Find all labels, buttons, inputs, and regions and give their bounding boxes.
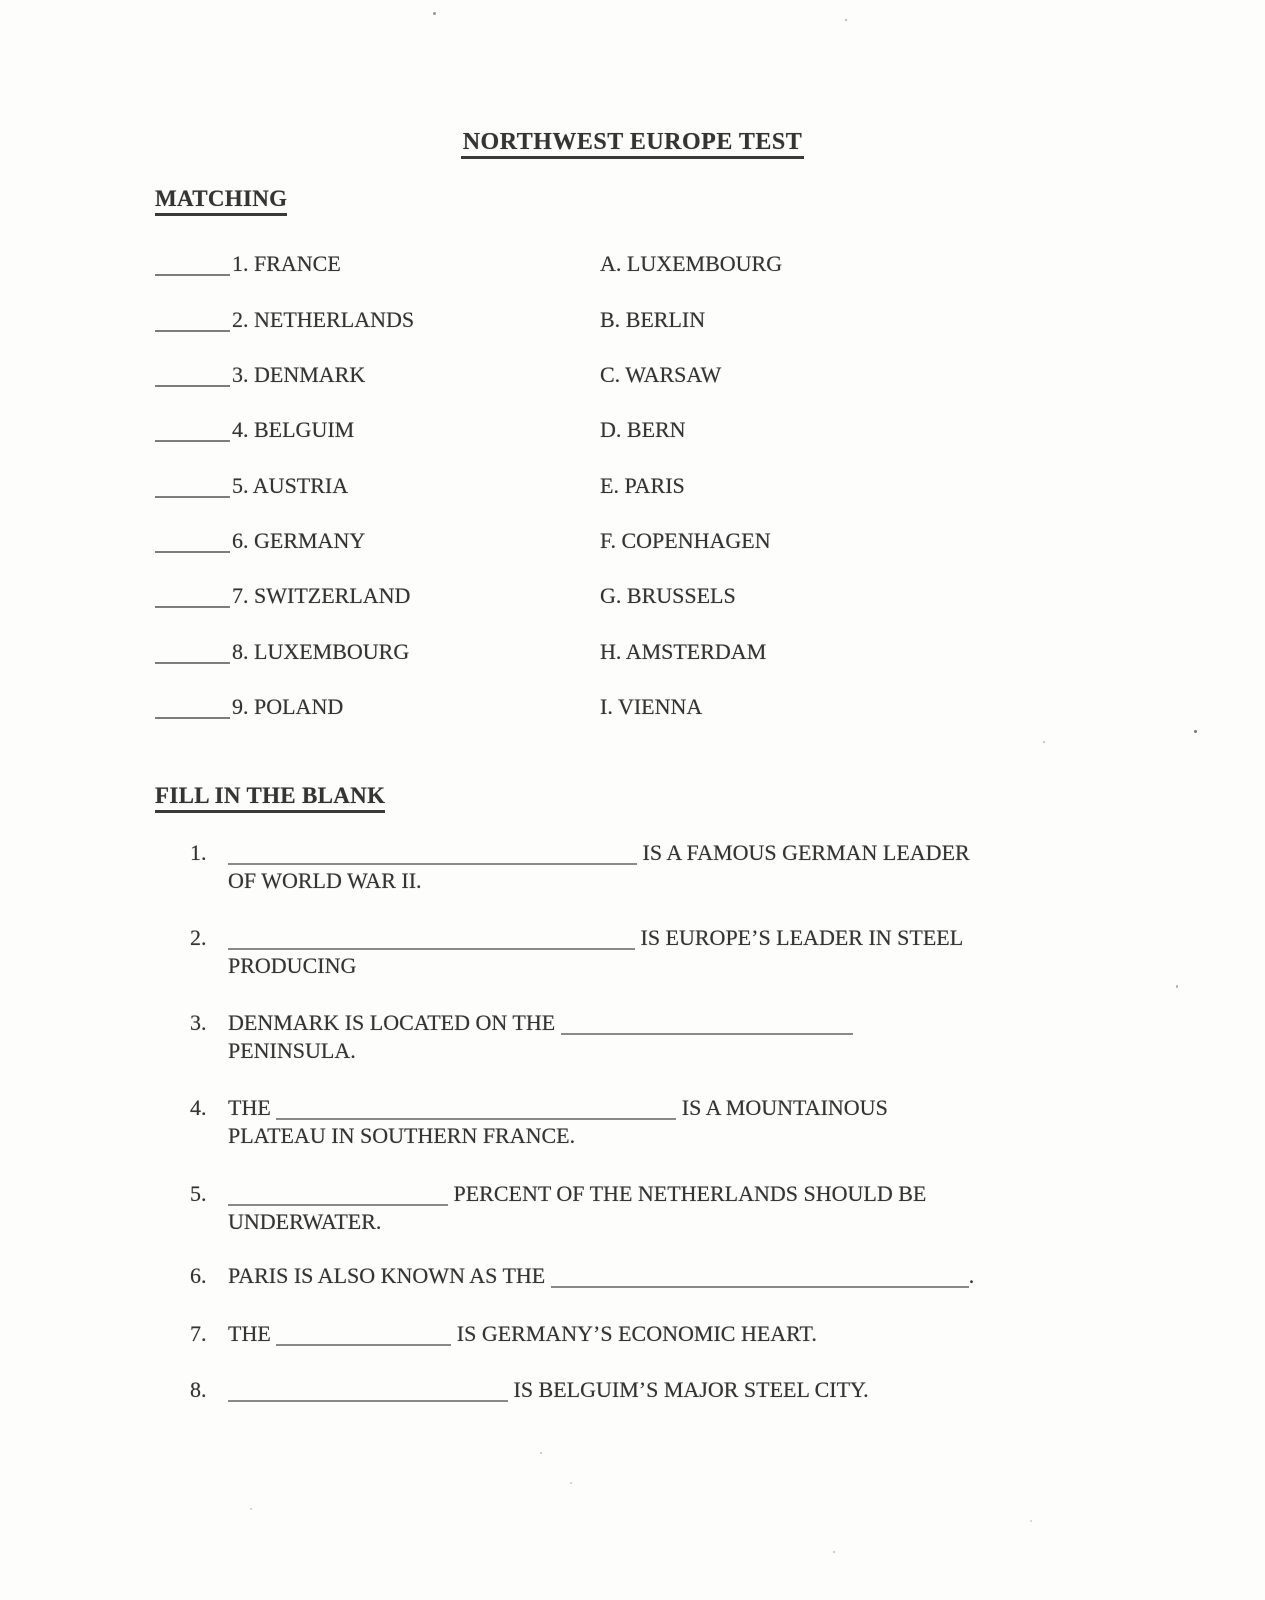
country-label: DENMARK — [254, 362, 366, 387]
letter-label: H. — [600, 639, 622, 664]
scan-speck — [433, 12, 436, 15]
city-label: PARIS — [624, 473, 685, 498]
country-label: FRANCE — [254, 251, 341, 276]
question-row — [190, 1263, 1230, 1289]
question-number: 3. — [190, 1010, 207, 1035]
answer-blank[interactable] — [155, 329, 230, 332]
matching-row — [155, 473, 1155, 499]
match-number: 8. — [232, 639, 249, 664]
city-label: WARSAW — [625, 362, 722, 387]
country-label: GERMANY — [254, 528, 366, 553]
scan-speck — [1176, 985, 1178, 988]
question-row — [190, 840, 1230, 866]
answer-blank[interactable] — [155, 273, 230, 276]
letter-label: F. — [600, 528, 616, 553]
page-title: NORTHWEST EUROPE TEST — [0, 129, 1265, 156]
letter-label: B. — [600, 307, 621, 332]
question-number: 4. — [190, 1095, 207, 1120]
question-text-line2: PLATEAU IN SOUTHERN FRANCE. — [228, 1123, 576, 1148]
question-text: THE — [228, 1095, 271, 1120]
scan-speck — [1194, 730, 1197, 733]
answer-blank[interactable] — [551, 1285, 969, 1288]
question-text-line2: PRODUCING — [228, 953, 357, 978]
question-text: THE — [228, 1321, 271, 1346]
letter-label: G. — [600, 583, 622, 608]
question-text: IS A MOUNTAINOUS — [681, 1095, 888, 1120]
matching-row — [155, 417, 1155, 443]
question-text: IS GERMANY’S ECONOMIC HEART. — [456, 1321, 817, 1346]
question-text: DENMARK IS LOCATED ON THE — [228, 1010, 556, 1035]
question-text: IS EUROPE’S LEADER IN STEEL — [640, 925, 964, 950]
match-number: 6. — [232, 528, 249, 553]
matching-row — [155, 639, 1155, 665]
question-row — [190, 1377, 1230, 1403]
country-label: BELGUIM — [254, 417, 355, 442]
answer-blank[interactable] — [155, 439, 230, 442]
answer-blank[interactable] — [155, 550, 230, 553]
country-label: SWITZERLAND — [254, 583, 411, 608]
answer-blank[interactable] — [228, 947, 635, 950]
letter-label: C. — [600, 362, 621, 387]
question-text: PARIS IS ALSO KNOWN AS THE — [228, 1263, 546, 1288]
question-text: IS A FAMOUS GERMAN LEADER — [642, 840, 970, 865]
matching-row — [155, 528, 1155, 554]
answer-blank[interactable] — [276, 1117, 676, 1120]
question-number: 1. — [190, 840, 207, 865]
question-number: 7. — [190, 1321, 207, 1346]
country-label: LUXEMBOURG — [254, 639, 410, 664]
letter-label: D. — [600, 417, 622, 442]
matching-row — [155, 251, 1155, 277]
question-text: PERCENT OF THE NETHERLANDS SHOULD BE — [453, 1181, 927, 1206]
match-number: 1. — [232, 251, 249, 276]
question-number: 2. — [190, 925, 207, 950]
scan-speck — [540, 1452, 542, 1454]
answer-blank[interactable] — [155, 716, 230, 719]
country-label: AUSTRIA — [252, 473, 349, 498]
question-text-line2: PENINSULA. — [228, 1038, 356, 1063]
answer-blank[interactable] — [155, 661, 230, 664]
question-row — [190, 1181, 1230, 1207]
match-number: 4. — [232, 417, 249, 442]
country-label: NETHERLANDS — [254, 307, 415, 332]
city-label: BERLIN — [625, 307, 706, 332]
country-label: POLAND — [254, 694, 344, 719]
question-text-line2: UNDERWATER. — [228, 1209, 382, 1234]
answer-blank[interactable] — [561, 1032, 853, 1035]
answer-blank[interactable] — [228, 862, 637, 865]
city-label: LUXEMBOURG — [626, 251, 783, 276]
scan-speck — [1043, 741, 1045, 743]
question-row — [190, 1321, 1230, 1347]
match-number: 7. — [232, 583, 249, 608]
question-number: 5. — [190, 1181, 207, 1206]
answer-blank[interactable] — [155, 384, 230, 387]
scan-speck — [250, 1508, 252, 1510]
city-label: VIENNA — [617, 694, 703, 719]
city-label: COPENHAGEN — [621, 528, 771, 553]
scan-speck — [570, 1482, 572, 1484]
answer-blank[interactable] — [155, 495, 230, 498]
match-number: 2. — [232, 307, 249, 332]
question-text: . — [968, 1263, 975, 1288]
answer-blank[interactable] — [228, 1399, 508, 1402]
question-number: 6. — [190, 1263, 207, 1288]
matching-row — [155, 362, 1155, 388]
question-number: 8. — [190, 1377, 207, 1402]
city-label: BERN — [626, 417, 686, 442]
matching-row — [155, 307, 1155, 333]
match-number: 5. — [232, 473, 249, 498]
answer-blank[interactable] — [228, 1203, 448, 1206]
question-row — [190, 1010, 1230, 1036]
letter-label: E. — [600, 473, 619, 498]
letter-label: A. — [600, 251, 622, 276]
scan-speck — [833, 1551, 835, 1553]
answer-blank[interactable] — [276, 1343, 451, 1346]
match-number: 3. — [232, 362, 249, 387]
question-text-line2: OF WORLD WAR II. — [228, 868, 422, 893]
answer-blank[interactable] — [155, 605, 230, 608]
fill-in-heading: FILL IN THE BLANK — [155, 783, 385, 813]
matching-row — [155, 583, 1155, 609]
city-label: BRUSSELS — [626, 583, 736, 608]
question-row — [190, 925, 1230, 951]
scan-speck — [845, 19, 847, 21]
scan-speck — [1030, 1520, 1032, 1522]
letter-label: I. — [600, 694, 613, 719]
matching-row — [155, 694, 1155, 720]
matching-heading: MATCHING — [155, 186, 287, 216]
question-text: IS BELGUIM’S MAJOR STEEL CITY. — [513, 1377, 869, 1402]
question-row — [190, 1095, 1230, 1121]
city-label: AMSTERDAM — [625, 639, 767, 664]
match-number: 9. — [232, 694, 249, 719]
